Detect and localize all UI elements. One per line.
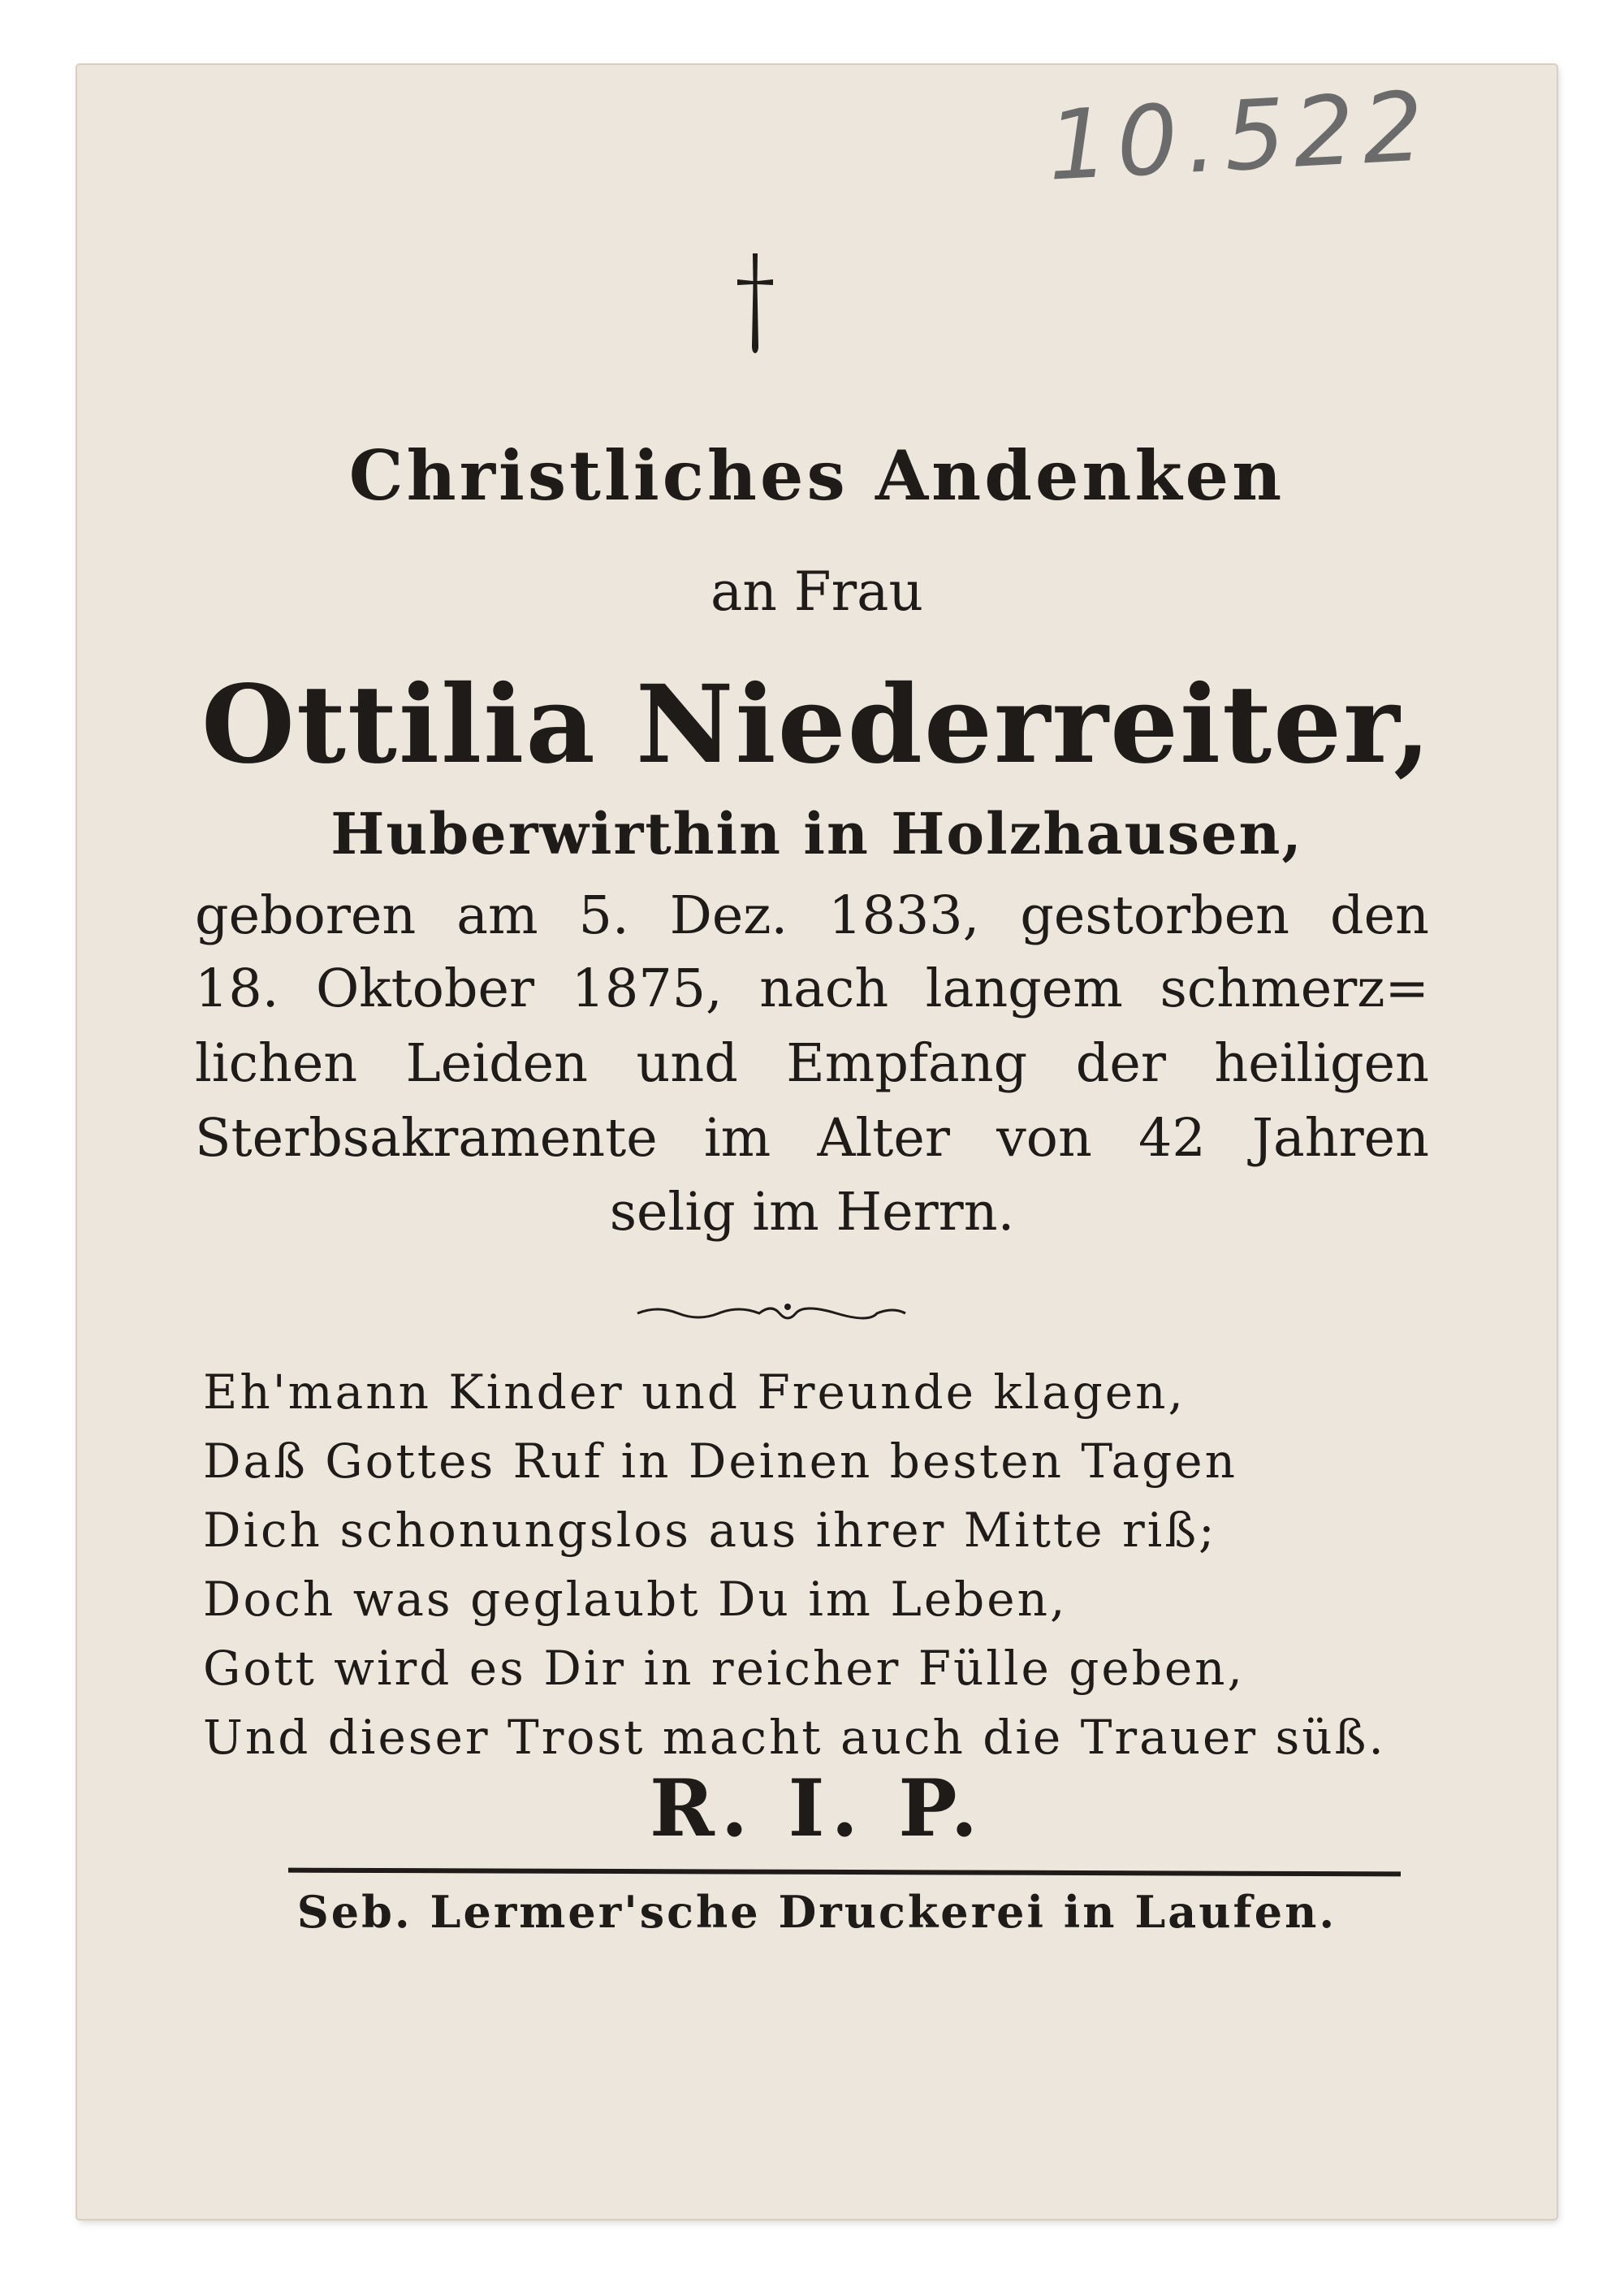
verse-line: Dich schonungslos aus ihrer Mitte riß; [203, 1503, 1217, 1558]
bio-line: geboren am 5. Dez. 1833, gestorben den [195, 885, 1429, 946]
verse-line: Eh'mann Kinder und Freunde klagen, [203, 1364, 1186, 1420]
verse-line: Daß Gottes Ruf in Deinen besten Tagen [203, 1434, 1237, 1489]
verse-line: Doch was geglaubt Du im Leben, [203, 1572, 1068, 1627]
bio-line: 18. Oktober 1875, nach langem schmerz= [195, 958, 1429, 1019]
dedication-line: an Frau [710, 560, 924, 623]
cross-icon [731, 250, 780, 356]
ornament-divider [633, 1295, 909, 1328]
archive-number: 10.522 [1044, 70, 1435, 202]
verse-line: Und dieser Trost macht auch die Trauer süß. [203, 1710, 1386, 1765]
rip-text: R. I. P. [649, 1762, 985, 1854]
bio-line: lichen Leiden und Empfang der heiligen [195, 1033, 1429, 1094]
printer-imprint: Seb. Lermer'sche Druckerei in Laufen. [296, 1886, 1337, 1938]
heading: Christliches Andenken [348, 435, 1285, 516]
verse-line: Gott wird es Dir in reicher Fülle geben, [203, 1641, 1245, 1696]
deceased-name: Ottilia Niederreiter, [201, 662, 1432, 788]
bio-line: Sterbsakramente im Alter von 42 Jahren [195, 1108, 1429, 1169]
occupation-line: Huberwirthin in Holzhausen, [330, 800, 1303, 867]
bio-line: selig im Herrn. [609, 1182, 1015, 1243]
